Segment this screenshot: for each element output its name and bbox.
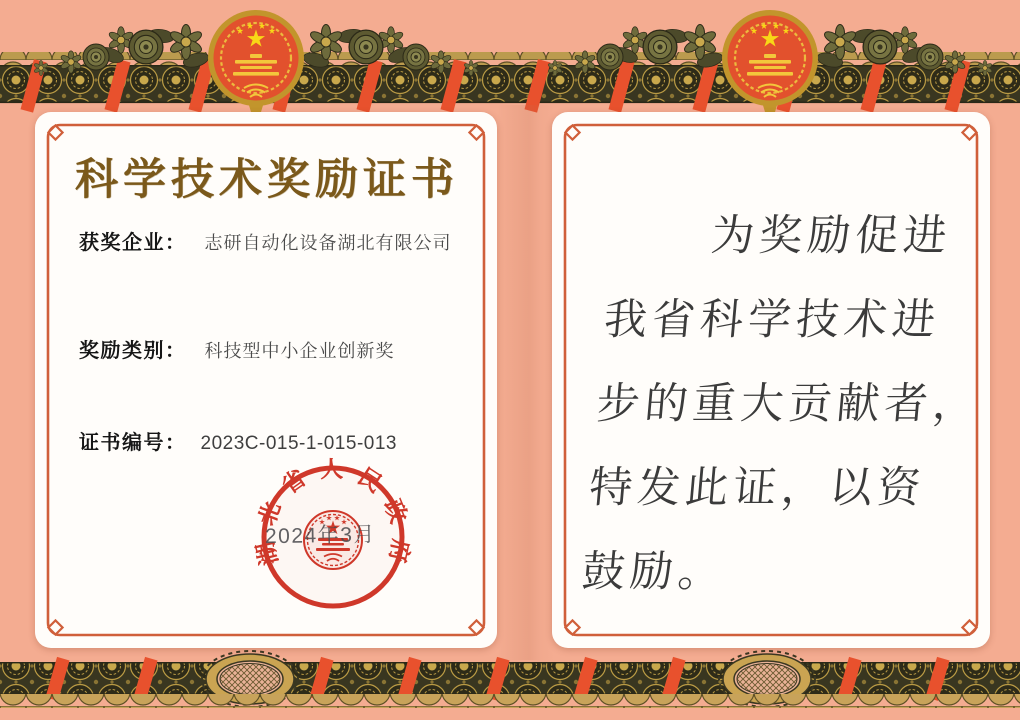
certificate-left-page: [35, 112, 497, 648]
certificate-right-page: [552, 112, 990, 648]
field-award-enterprise: [79, 226, 452, 255]
field-label-award-category: 奖励类别：: [79, 340, 187, 362]
bottom-scallop-edge: [0, 694, 1020, 708]
seal-date-overlay: 2024年3月: [264, 523, 377, 549]
field-label-award-enterprise: 获奖企业：: [79, 232, 187, 254]
citation-line-3: 步的重大贡献者，: [594, 379, 983, 429]
citation-line-2: 我省科学技术进: [601, 295, 943, 345]
seal-ring-text: 湖北省人民政府: [251, 455, 415, 568]
field-value-award-category: 科技型中小企业创新奖: [204, 341, 395, 361]
bottom-ornament-band: [0, 650, 1020, 720]
citation-line-1: 为奖励促进: [709, 211, 954, 261]
page-fold-shadow: [497, 105, 555, 660]
certificate-title: 科学技术奖励证书: [75, 155, 459, 205]
citation-line-5: 鼓励。: [579, 547, 729, 597]
field-award-category: [79, 334, 395, 363]
field-certificate-number: [79, 426, 397, 455]
citation-line-4: 特发此证，以资: [587, 463, 928, 513]
field-value-award-enterprise: 志研自动化设备湖北有限公司: [204, 233, 452, 253]
government-seal: [248, 452, 418, 622]
citation-text: [578, 202, 983, 622]
top-ornament-band: [0, 0, 1020, 120]
field-label-certificate-number: 证书编号：: [79, 432, 187, 454]
field-value-certificate-number: 2023C-015-1-015-013: [200, 433, 397, 454]
